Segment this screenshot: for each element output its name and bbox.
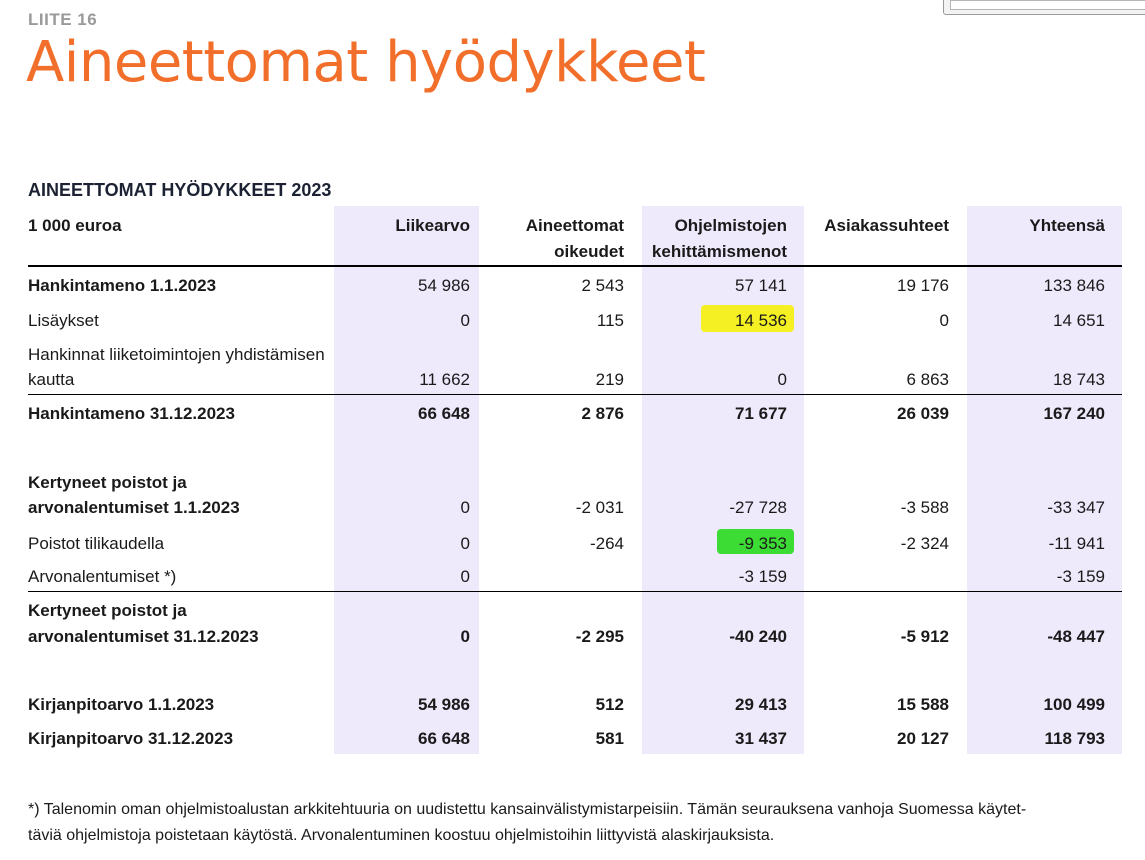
cell: -48 447	[1047, 627, 1105, 646]
cell: 20 127	[897, 729, 949, 748]
cell: -3 588	[900, 498, 949, 517]
cell: 100 499	[1043, 695, 1105, 714]
cell: -11 941	[1048, 534, 1105, 553]
column-header-aineettomat-2: oikeudet	[554, 242, 624, 261]
cell: 29 413	[735, 695, 787, 714]
footnote	[28, 797, 1118, 849]
row-label: Kirjanpitoarvo 1.1.2023	[28, 695, 215, 714]
row-label-line1: Kertyneet poistot ja	[28, 601, 187, 620]
cell: -3 159	[1056, 567, 1105, 586]
table-title: AINEETTOMAT HYÖDYKKEET 2023	[28, 180, 332, 200]
cell: 19 176	[897, 276, 949, 295]
cell: -2 324	[900, 534, 949, 553]
cell: 0	[460, 498, 470, 517]
cell: 66 648	[418, 729, 470, 748]
cell: 118 793	[1044, 729, 1105, 748]
cell: -27 728	[729, 498, 787, 517]
row-label: Arvonalentumiset *)	[28, 567, 177, 586]
row-label-line1: Hankinnat liiketoimintojen yhdistämisen	[28, 345, 325, 364]
row-label-line1: Kertyneet poistot ja	[28, 473, 187, 492]
cell: -2 031	[575, 498, 624, 517]
row-label-line2: arvonalentumiset 31.12.2023	[28, 627, 259, 646]
appendix-label: LIITE 16	[28, 10, 98, 29]
cell: 14 651	[1053, 311, 1105, 330]
cell: 15 588	[897, 695, 949, 714]
row-label-line2: kautta	[28, 370, 75, 389]
cell: -40 240	[729, 627, 787, 646]
cell: 6 863	[906, 370, 949, 389]
cell: 11 662	[419, 370, 470, 389]
column-header-yhteensa: Yhteensä	[1029, 216, 1105, 235]
page-title: Aineettomat hyödykkeet	[26, 30, 706, 95]
column-header-liikearvo: Liikearvo	[395, 216, 470, 235]
cell: 0	[460, 627, 470, 646]
cell: 115	[596, 311, 624, 330]
cell: -2 295	[575, 627, 624, 646]
column-header-ohjelmisto-2: kehittämismenot	[651, 242, 787, 261]
subtotal-rule-1	[28, 394, 1122, 395]
cell: 2 876	[581, 404, 624, 423]
floating-window-edge[interactable]	[943, 0, 1145, 15]
row-label-line2: arvonalentumiset 1.1.2023	[28, 498, 240, 517]
row-label: Lisäykset	[28, 311, 99, 330]
cell: 133 846	[1043, 276, 1105, 295]
cell: 31 437	[735, 729, 787, 748]
row-label: Hankintameno 31.12.2023	[28, 404, 235, 423]
cell: 512	[595, 695, 624, 714]
subtotal-rule-2	[28, 591, 1122, 592]
cell-highlighted: -9 353	[738, 534, 787, 553]
footnote-line-1: *) Talenomin oman ohjelmistoalustan arkkitehtuuria on uudistettu kansainvälistymistarpeisiin. Tämän seurauksena vanhoja Suomessa käytet-	[28, 801, 1027, 818]
cell: 54 986	[418, 276, 470, 295]
cell: 71 677	[735, 404, 787, 423]
row-label: Poistot tilikaudella	[28, 534, 165, 553]
cell: 66 648	[418, 404, 470, 423]
cell: 167 240	[1043, 404, 1105, 423]
cell: -3 159	[738, 567, 787, 586]
footnote-line-2: täviä ohjelmistoja poistetaan käytöstä. Arvonalentuminen koostuu ohjelmistoihin liittyvistä alaskirjauksista.	[28, 827, 775, 844]
cell: 0	[460, 311, 470, 330]
cell: -5 912	[900, 627, 949, 646]
cell-highlighted: 14 536	[735, 311, 787, 330]
cell: -264	[589, 534, 624, 553]
cell: 0	[777, 370, 787, 389]
row-label: Hankintameno 1.1.2023	[28, 276, 217, 295]
cell: 2 543	[581, 276, 624, 295]
cell: 26 039	[897, 404, 949, 423]
cell: 581	[595, 729, 624, 748]
column-header-asiakas: Asiakassuhteet	[824, 216, 949, 235]
cell: 18 743	[1053, 370, 1105, 389]
cell: 54 986	[418, 695, 470, 714]
cell: 0	[460, 534, 470, 553]
row-label: Kirjanpitoarvo 31.12.2023	[28, 729, 234, 748]
cell: 0	[460, 567, 470, 586]
cell: 219	[595, 370, 624, 389]
column-header-aineettomat-1: Aineettomat	[525, 216, 624, 235]
cell: 0	[939, 311, 949, 330]
cell: -33 347	[1047, 498, 1105, 517]
header-rule	[28, 265, 1122, 267]
unit-label: 1 000 euroa	[28, 216, 122, 235]
cell: 57 141	[735, 276, 787, 295]
column-header-ohjelmisto-1: Ohjelmistojen	[674, 216, 787, 235]
